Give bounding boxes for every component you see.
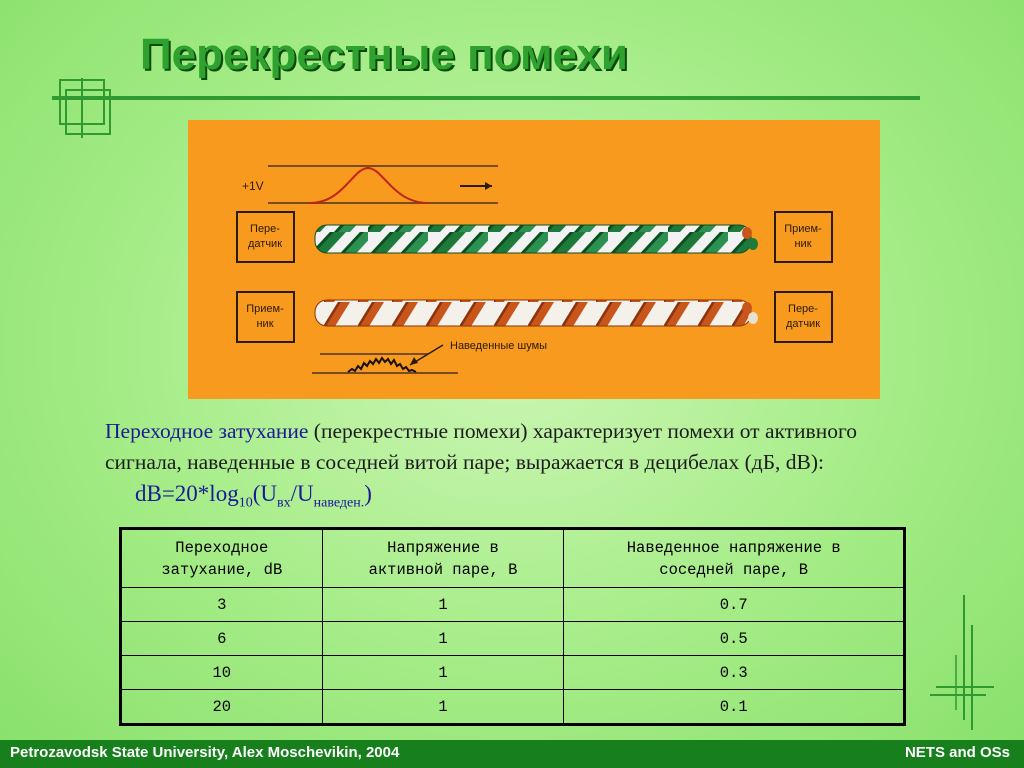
footer-course: NETS and OSs (904, 744, 1010, 761)
table-cell: 0.5 (564, 622, 905, 656)
transmitter-bottom-line1: Пере- (788, 303, 818, 315)
formula-close: ) (364, 481, 372, 506)
table-cell: 0.3 (564, 656, 905, 690)
header-induced-voltage: Наведенное напряжение в соседней паре, В (564, 529, 905, 588)
table-row (121, 656, 905, 690)
formula-slash: /U (290, 481, 314, 506)
formula-sub-in: вх (276, 495, 291, 511)
formula (135, 481, 372, 511)
transmitter-bottom-line2: датчик (785, 318, 821, 330)
footer-bar (0, 740, 1024, 768)
header-attenuation: Переходное затухание, dB (121, 529, 323, 588)
table-cell: 1 (322, 588, 564, 622)
table-header-row (121, 529, 905, 588)
induced-noise-label: Наведенные шумы (450, 340, 548, 352)
term-highlight: Переходное затухание (105, 419, 309, 443)
corner-decoration (52, 78, 118, 138)
corner-lines-decoration (930, 595, 994, 730)
crosstalk-diagram (188, 120, 880, 399)
transmitter-top-line1: Пере- (250, 223, 280, 235)
formula-base: 10 (238, 495, 253, 511)
table-row (121, 622, 905, 656)
table-cell: 1 (322, 622, 564, 656)
table-cell: 1 (322, 656, 564, 690)
description (105, 416, 905, 519)
table-cell: 0.1 (564, 690, 905, 725)
voltage-label: +1V (242, 179, 264, 193)
receiver-top-line1: Прием- (784, 223, 822, 235)
table-cell: 6 (121, 622, 323, 656)
table-row (121, 690, 905, 725)
formula-open: (U (252, 481, 277, 506)
receiver-top-line2: ник (794, 238, 812, 250)
table-cell: 3 (121, 588, 323, 622)
table-row (121, 588, 905, 622)
header-active-voltage: Напряжение в активной паре, В (322, 529, 564, 588)
formula-sub-induced: наведен. (313, 495, 365, 511)
title-underline (52, 96, 920, 100)
receiver-bottom-line1: Прием- (246, 303, 284, 315)
footer-credit: Petrozavodsk State University, Alex Moschevikin, 2004 (10, 744, 400, 761)
transmitter-top-line2: датчик (247, 238, 283, 250)
formula-main: dB=20*log (135, 481, 239, 506)
page-title: Перекрестные помехи (140, 30, 628, 79)
receiver-bottom-line2: ник (256, 318, 274, 330)
table-cell: 20 (121, 690, 323, 725)
table-cell: 0.7 (564, 588, 905, 622)
attenuation-table (119, 527, 906, 726)
table-cell: 1 (322, 690, 564, 725)
description-text: (перекрестные помехи) характеризует помехи от активного сигнала, наведенные в соседней витой паре; выражается в децибелах (дБ, dB): (105, 419, 857, 474)
table-cell: 10 (121, 656, 323, 690)
